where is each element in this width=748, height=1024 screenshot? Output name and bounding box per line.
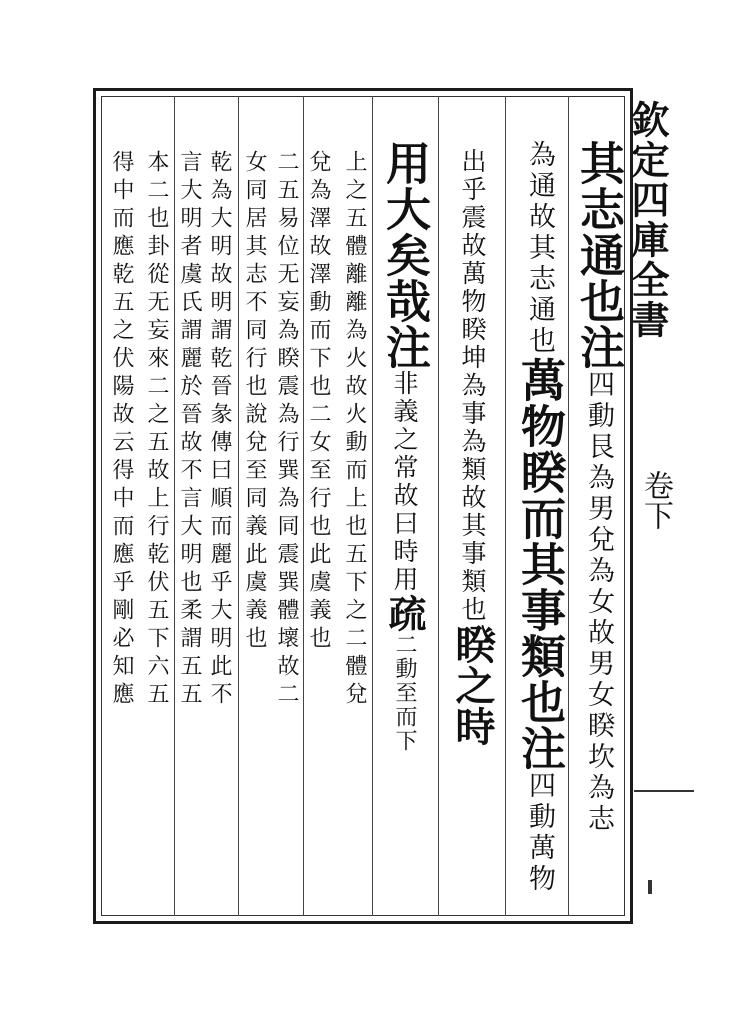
main-text: 睽之時 xyxy=(449,624,496,747)
text-column-2 xyxy=(513,140,566,895)
annotation-text: 為通故其志通也 xyxy=(524,140,555,357)
column-divider xyxy=(505,96,506,916)
text-column-11: 本二也卦從无妄來二之五故上行乾伏五下六五 xyxy=(144,150,169,710)
text-column-12: 得中而應乾五之伏陽故云得中而應乎剛必知應 xyxy=(109,150,134,710)
text-column-9: 乾為大明故明謂乾晉彖傳曰順而麗乎大明此不 xyxy=(207,150,232,710)
column-divider xyxy=(174,96,175,916)
text-column-6: 兌為澤故澤動而下也二女至行也此虞義也 xyxy=(306,150,331,654)
main-text: 萬物睽而其事類也注 xyxy=(513,357,566,771)
annotation-text: 四動艮為男兌為女故男女睽坎為志 xyxy=(583,370,614,835)
main-text: 用大矣哉注 xyxy=(378,140,431,370)
margin-rule xyxy=(634,790,694,792)
annotation-text: 非義之常故曰時用 xyxy=(390,370,419,594)
column-divider xyxy=(568,96,569,916)
annotation-text: 二動至而下 xyxy=(392,633,417,753)
main-text: 疏 xyxy=(382,594,427,633)
margin-rule-end xyxy=(648,880,652,894)
text-column-7: 二五易位无妄為睽震為行巽為同震巽體壞故二 xyxy=(274,150,299,710)
text-column-5: 上之五體離離為火故火動而上也五下之二體兌 xyxy=(342,150,367,710)
column-divider xyxy=(238,96,239,916)
text-column-1 xyxy=(572,140,625,835)
column-divider xyxy=(372,96,373,916)
main-text: 其志通也注 xyxy=(572,140,625,370)
column-divider xyxy=(438,96,439,916)
margin-book-title: 欽定四庫全書 xyxy=(625,100,670,340)
annotation-text: 出乎震故萬物睽坤為事為類故其事類也 xyxy=(458,148,487,624)
text-column-8: 女同居其志不同行也說兌至同義此虞義也 xyxy=(242,150,267,654)
text-column-3 xyxy=(449,148,496,747)
margin-volume-label: 卷下 xyxy=(638,470,673,530)
text-column-10: 言大明者虞氏謂麗於晉故不言大明也柔謂五五 xyxy=(177,150,202,710)
column-divider xyxy=(303,96,304,916)
annotation-text: 四動萬物 xyxy=(524,771,555,895)
text-column-4 xyxy=(378,140,431,753)
